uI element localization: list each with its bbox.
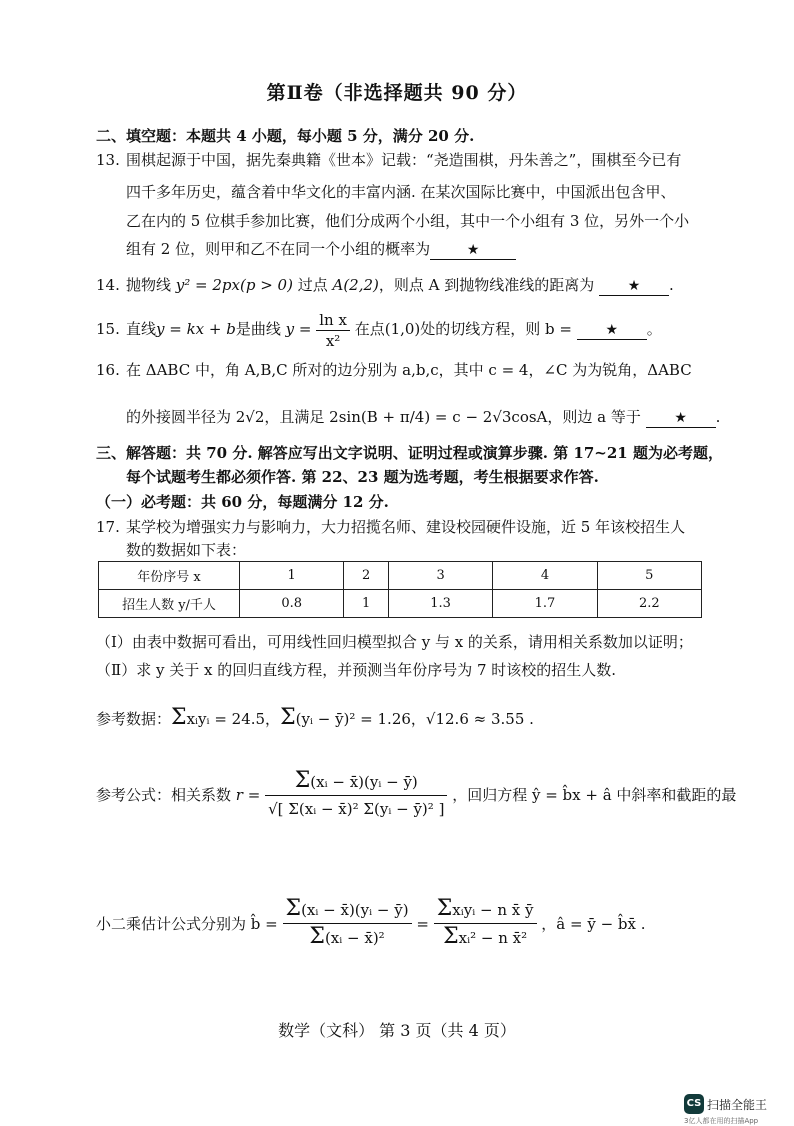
table-cell: 2: [344, 562, 389, 590]
q15-text-b: 是曲线: [235, 320, 281, 338]
ls-tail: ，â = ȳ − b̂x̄ .: [541, 914, 646, 933]
star-icon: ★: [627, 278, 641, 294]
table-cell: 2.2: [597, 590, 701, 618]
q14-text-b: 过点: [292, 276, 333, 294]
q15-text-a: 直线: [126, 320, 157, 338]
q14-point: A(2,2): [332, 276, 379, 294]
q15-number: 15.: [96, 320, 120, 338]
equals-sign: =: [416, 914, 429, 933]
ls-fraction-1: [283, 898, 412, 949]
ls-label: 小二乘估计公式分别为 b̂ =: [96, 914, 278, 933]
r-symbol: r =: [235, 786, 261, 804]
sigma-icon: Σ: [309, 924, 325, 949]
q15-fraction: [316, 312, 350, 349]
q15-line-expr: y = kx + b: [156, 320, 236, 338]
r-num-text: (xᵢ − x̄)(yᵢ − ȳ): [310, 773, 418, 791]
q15-line: 15. 直线y = kx + b是曲线 y = $\frac{\text{ln x}}{\text{x²}}$ 在点(1,0)处的切线方程，则 b = ★ 。: [96, 310, 662, 350]
table-cell: 4: [493, 562, 597, 590]
table-cell: 3: [388, 562, 492, 590]
ref-formula-label: 参考公式：相关系数: [96, 786, 232, 804]
q14-expr: y² = 2px(p > 0): [175, 276, 293, 294]
table-cell: 1: [240, 562, 344, 590]
q13-line-3: 乙在内的 5 位棋手参加比赛，他们分成两个小组，其中一个小组有 3 位，另外一个小: [126, 212, 690, 230]
scanner-name: 扫描全能王: [707, 1097, 768, 1112]
q14-line: 14. 抛物线 y² = 2px(p > 0) 过点 A(2,2)，则点 A 到抛物线准线的距离为 ★ .: [96, 276, 674, 294]
section3-part1: （一）必考题：共 60 分，每题满分 12 分.: [96, 493, 389, 511]
sigma-icon: Σ: [285, 896, 302, 921]
ls-den-1-text: (xᵢ − x̄)²: [324, 929, 385, 947]
ls-num-1-text: (xᵢ − x̄)(yᵢ − ȳ): [301, 901, 409, 919]
q16-line-1: [96, 360, 692, 380]
star-icon: ★: [674, 410, 687, 426]
scanner-tagline: 3亿人都在用的扫描App: [684, 1117, 759, 1125]
table-row: [99, 590, 702, 618]
section3-header-2: 每个试题考生都必须作答. 第 22、23 题为选考题，考生根据要求作答.: [126, 468, 599, 486]
q17-line-1: [96, 517, 685, 537]
ls-num-2: [434, 898, 537, 924]
q13-line-2: 四千多年历史，蕴含着中华文化的丰富内涵. 在某次国际比赛中，中国派出包含甲、: [126, 183, 676, 201]
q13-line-1: [96, 150, 681, 170]
table-row: [99, 562, 702, 590]
table-cell: 0.8: [240, 590, 344, 618]
page-title: 第Ⅱ卷（非选择题共 90 分）: [266, 82, 528, 104]
ls-den-2-text: xᵢ² − n x̄²: [458, 929, 528, 947]
table-cell: 5: [597, 562, 701, 590]
ref-data-label: 参考数据：: [96, 710, 172, 728]
section3-header: 三、解答题：共 70 分. 解答应写出文字说明、证明过程或演算步骤. 第 17~21 题为必考题，: [96, 444, 723, 462]
sigma-icon: Σ: [436, 896, 453, 921]
r-denominator: √[ Σ(xᵢ − x̄)² Σ(yᵢ − ȳ)² ]: [268, 800, 445, 818]
ref-data-2: (yᵢ − ȳ)² = 1.26，√12.6 ≈ 3.55 .: [295, 710, 534, 728]
q16-text-2: 的外接圆半径为 2√2，且满足 2sin(B + π/4) = c − 2√3cosA，则边 a 等于: [126, 408, 641, 426]
q14-answer-blank[interactable]: [599, 276, 669, 296]
section2-header: 二、填空题：本题共 4 小题，每小题 5 分，满分 20 分.: [96, 127, 475, 145]
q13-text-1: 围棋起源于中国，据先秦典籍《世本》记载：“尧造围棋，丹朱善之”，围棋至今已有: [126, 151, 682, 169]
page-footer: 数学（文科） 第 3 页（共 4 页）: [278, 1021, 516, 1040]
q17-ref-formula: [96, 770, 736, 820]
q14-text-a: 抛物线: [126, 276, 176, 294]
r-numerator: [265, 770, 447, 796]
star-icon: ★: [605, 322, 619, 338]
q15-answer-blank[interactable]: [577, 320, 647, 340]
ls-num-2-text: xᵢyᵢ − n x̄ ȳ: [452, 901, 534, 919]
q15-curve-lhs: y =: [285, 320, 312, 338]
q16-number: 16.: [96, 361, 120, 379]
q17-part2: （Ⅱ）求 y 关于 x 的回归直线方程，并预测当年份序号为 7 时该校的招生人数.: [96, 661, 617, 679]
sigma-icon: Σ: [171, 705, 187, 730]
table-header-cell: 招生人数 y/千人: [99, 590, 240, 618]
sigma-icon: Σ: [443, 924, 459, 949]
ls-den-1: [283, 924, 412, 949]
q17-text-1: 某学校为增强实力与影响力，大力招揽名师、建设校园硬件设施，近 5 年该校招生人: [126, 518, 686, 536]
sigma-icon: Σ: [280, 705, 296, 730]
q17-part1: （Ⅰ）由表中数据可看出，可用线性回归模型拟合 y 与 x 的关系，请用相关系数加以证明；: [96, 633, 693, 651]
q14-text-c: ，则点 A 到抛物线准线的距离为: [378, 276, 595, 294]
ls-fraction-2: [434, 898, 537, 949]
q13-line-4: [126, 239, 516, 260]
q13-text-4: 组有 2 位，则甲和乙不在同一个小组的概率为: [126, 240, 431, 258]
ref-data-1: xᵢyᵢ = 24.5，: [186, 710, 281, 728]
q17-least-squares: [96, 898, 646, 949]
ls-den-2: [434, 924, 537, 949]
q15-text-c: 在点(1,0)处的切线方程，则 b =: [354, 320, 572, 338]
q14-number: 14.: [96, 276, 120, 294]
q16-text-1: 在 ΔABC 中，角 A,B,C 所对的边分别为 a,b,c，其中 c = 4，∠C 为为锐角，ΔABC: [126, 361, 692, 379]
q17-line-2: 数的数据如下表：: [126, 541, 247, 559]
q17-number: 17.: [96, 518, 120, 536]
q16-line-2: 的外接圆半径为 2√2，且满足 2sin(B + π/4) = c − 2√3cosA，则边 a 等于 ★ .: [126, 408, 721, 426]
table-cell: 1.3: [388, 590, 492, 618]
q13-answer-blank[interactable]: [430, 240, 516, 260]
scanner-watermark: [684, 1094, 768, 1125]
q13-number: 13.: [96, 151, 120, 169]
star-icon: ★: [466, 242, 480, 258]
sigma-icon: Σ: [294, 768, 311, 793]
q17-ref-data: [96, 698, 534, 739]
q15-frac-num: ln x: [316, 312, 350, 331]
q15-frac-den: x²: [325, 331, 341, 350]
q17-data-table: [98, 561, 702, 618]
r-fraction: [265, 770, 447, 820]
table-cell: 1: [344, 590, 389, 618]
q16-answer-blank[interactable]: [646, 408, 716, 428]
table-header-cell: 年份序号 x: [99, 562, 240, 590]
ref-formula-tail: ，回归方程 ŷ = b̂x + â 中斜率和截距的最: [452, 786, 737, 804]
table-cell: 1.7: [493, 590, 597, 618]
camscanner-logo-icon: CS: [684, 1094, 704, 1114]
ls-num-1: [283, 898, 412, 924]
